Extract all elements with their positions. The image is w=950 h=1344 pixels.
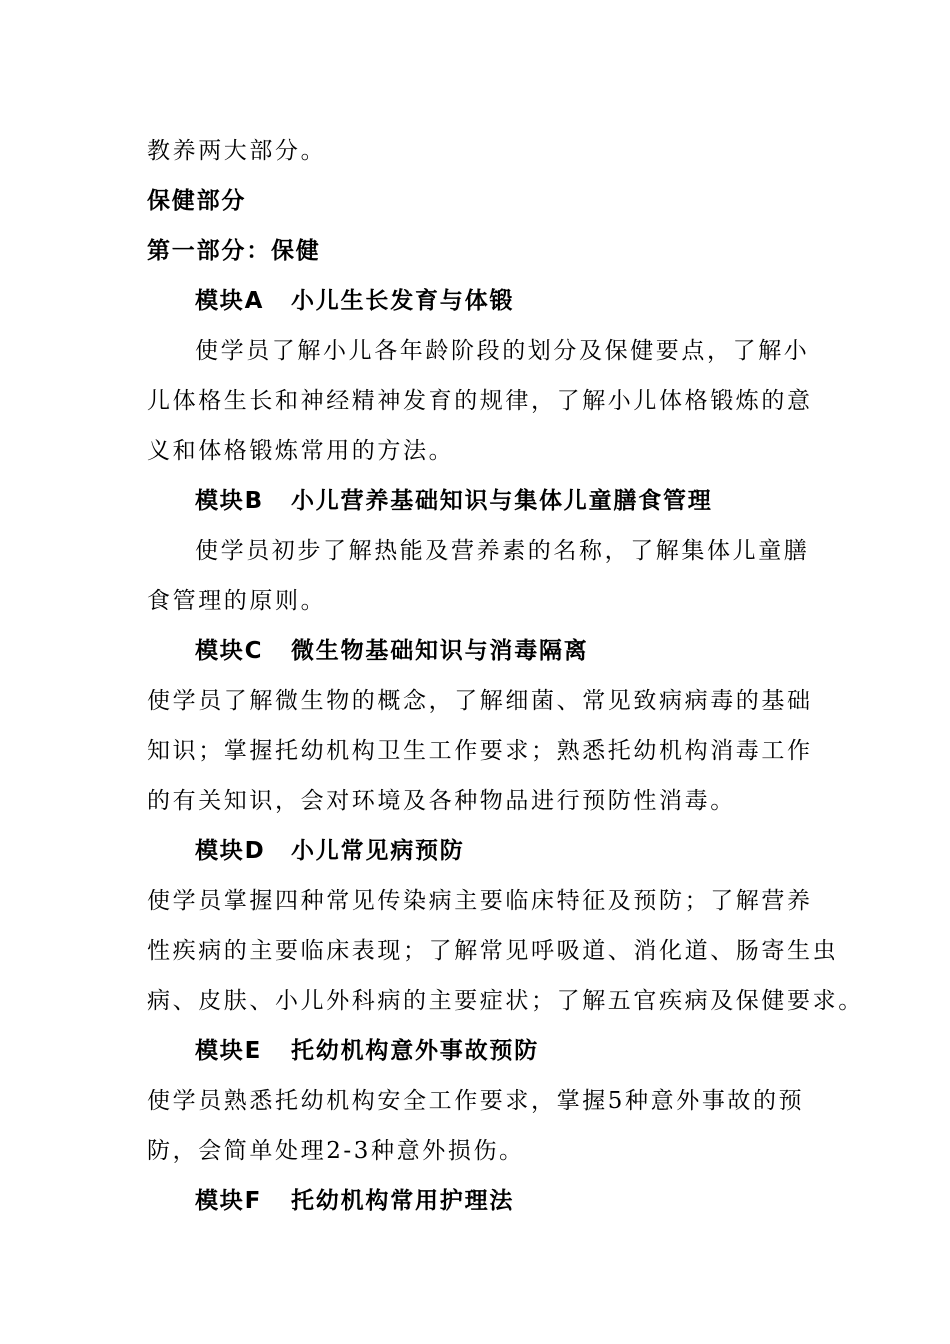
module-e-title: 托幼机构意外事故预防	[291, 1038, 539, 1064]
module-f-title: 托幼机构常用护理法	[291, 1188, 515, 1214]
module-e-text-line: 防，会简单处理2-3种意外损伤。	[147, 1138, 525, 1164]
intro-tail-line: 教养两大部分。	[147, 138, 327, 164]
module-e-heading	[147, 1026, 827, 1076]
module-d-text-line: 使学员掌握四种常见传染病主要临床特征及预防；了解营养	[147, 888, 813, 914]
module-d-text-line: 性疾病的主要临床表现；了解常见呼吸道、消化道、肠寄生虫	[147, 938, 839, 964]
module-a-heading	[147, 276, 827, 326]
module-b-code: 模块B	[195, 488, 264, 514]
module-a-text-line: 义和体格锻炼常用的方法。	[147, 438, 455, 464]
module-d-text-line: 病、皮肤、小儿外科病的主要症状；了解五官疾病及保健要求。	[147, 988, 864, 1014]
module-b-title: 小儿营养基础知识与集体儿童膳食管理	[291, 488, 713, 514]
part-title: 第一部分：保健	[147, 238, 321, 264]
module-c-text-line: 使学员了解微生物的概念，了解细菌、常见致病病毒的基础	[147, 688, 813, 714]
module-d-heading	[147, 826, 827, 876]
module-b-heading	[147, 476, 827, 526]
module-e-text-line: 使学员熟悉托幼机构安全工作要求，掌握5种意外事故的预	[147, 1088, 805, 1114]
module-c-heading	[147, 626, 827, 676]
section-label: 保健部分	[147, 188, 247, 214]
module-a-text-line: 儿体格生长和神经精神发育的规律，了解小儿体格锻炼的意	[147, 388, 813, 414]
module-d-title: 小儿常见病预防	[291, 838, 465, 864]
module-a-text-line: 使学员了解小儿各年龄阶段的划分及保健要点，了解小	[195, 338, 810, 364]
module-f-heading	[147, 1176, 827, 1226]
document-body	[147, 126, 864, 1226]
module-f-code: 模块F	[195, 1188, 263, 1214]
module-b-text-line: 食管理的原则。	[147, 588, 327, 614]
module-a-code: 模块A	[195, 288, 265, 314]
module-b-text-line: 使学员初步了解热能及营养素的名称，了解集体儿童膳	[195, 538, 810, 564]
module-c-text-line: 的有关知识，会对环境及各种物品进行预防性消毒。	[147, 788, 736, 814]
module-d-code: 模块D	[195, 838, 266, 864]
module-a-title: 小儿生长发育与体锻	[291, 288, 515, 314]
module-e-code: 模块E	[195, 1038, 263, 1064]
module-c-text-line: 知识；掌握托幼机构卫生工作要求；熟悉托幼机构消毒工作	[147, 738, 813, 764]
module-c-title: 微生物基础知识与消毒隔离	[291, 638, 589, 664]
module-c-code: 模块C	[195, 638, 264, 664]
